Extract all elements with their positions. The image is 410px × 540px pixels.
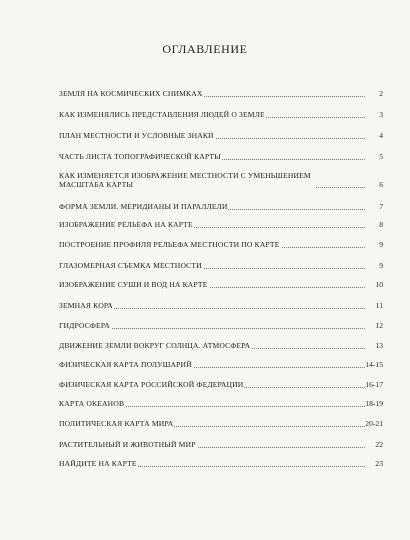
toc-entry-title: ДВИЖЕНИЕ ЗЕМЛИ ВОКРУГ СОЛНЦА. АТМОСФЕРА bbox=[59, 341, 251, 350]
toc-entry bbox=[59, 360, 383, 369]
toc-entry-page: 12 bbox=[375, 321, 383, 330]
toc-entry-title: ЗЕМНАЯ КОРА bbox=[59, 301, 113, 310]
toc-entry-page: 23 bbox=[375, 459, 383, 468]
toc-entry bbox=[59, 419, 383, 428]
toc-entry-page: 14-15 bbox=[365, 360, 383, 369]
toc-entry-title: КАК ИЗМЕНЯЛИСЬ ПРЕДСТАВЛЕНИЯ ЛЮДЕЙ О ЗЕМЛЕ bbox=[59, 110, 265, 119]
toc-entry bbox=[59, 341, 383, 350]
toc-entry-title: КАК ИЗМЕНЯЕТСЯ ИЗОБРАЖЕНИЕ МЕСТНОСТИ С УМЕНЬШЕНИЕМ МАСШТАБА КАРТЫ bbox=[59, 171, 315, 189]
toc-entry-title: ПОЛИТИЧЕСКАЯ КАРТА МИРА bbox=[59, 419, 174, 428]
toc-entry-title: ИЗОБРАЖЕНИЕ СУШИ И ВОД НА КАРТЕ bbox=[59, 280, 208, 289]
toc-entry-page: 8 bbox=[379, 220, 383, 229]
toc-entry-page: 16-17 bbox=[365, 380, 383, 389]
toc-entry bbox=[59, 459, 383, 468]
toc-entry bbox=[59, 280, 383, 289]
toc-entry bbox=[59, 220, 383, 229]
toc-entry-page: 18-19 bbox=[365, 399, 383, 408]
toc-entry-page: 20-21 bbox=[365, 419, 383, 428]
toc-entry-title: ПЛАН МЕСТНОСТИ И УСЛОВНЫЕ ЗНАКИ bbox=[59, 131, 214, 140]
toc-entry bbox=[59, 131, 383, 140]
toc-entry bbox=[59, 89, 383, 98]
toc-entry bbox=[59, 152, 383, 161]
toc-entry bbox=[59, 261, 383, 270]
toc-entry-page: 13 bbox=[375, 341, 383, 350]
toc-entry-page: 3 bbox=[379, 110, 383, 119]
toc-entry-title: ГЛАЗОМЕРНАЯ СЪЕМКА МЕСТНОСТИ bbox=[59, 261, 202, 270]
toc-entry-page: 4 bbox=[379, 131, 383, 140]
toc-entry-title: ГИДРОСФЕРА bbox=[59, 321, 110, 330]
toc-entry-page: 11 bbox=[375, 301, 383, 310]
toc-entry-title: ФОРМА ЗЕМЛИ. МЕРИДИАНЫ И ПАРАЛЛЕЛИ bbox=[59, 202, 228, 211]
toc-entry-title: ИЗОБРАЖЕНИЕ РЕЛЬЕФА НА КАРТЕ bbox=[59, 220, 193, 229]
toc-entry-page: 5 bbox=[379, 152, 383, 161]
toc-entry-title: ЧАСТЬ ЛИСТА ТОПОГРАФИЧЕСКОЙ КАРТЫ bbox=[59, 152, 221, 161]
toc-entry-page: 10 bbox=[375, 280, 383, 289]
toc-entry-page: 22 bbox=[375, 440, 383, 449]
toc-entry bbox=[59, 321, 383, 330]
toc-entry bbox=[59, 399, 383, 408]
toc-entry bbox=[59, 380, 383, 389]
toc-entry-title: ФИЗИЧЕСКАЯ КАРТА РОССИЙСКОЙ ФЕДЕРАЦИИ bbox=[59, 380, 244, 389]
toc-entry bbox=[59, 240, 383, 249]
toc-entry bbox=[59, 440, 383, 449]
toc-entry bbox=[59, 110, 383, 119]
toc-entry-page: 7 bbox=[379, 202, 383, 211]
toc-entry bbox=[59, 202, 383, 211]
toc-entry-page: 9 bbox=[379, 240, 383, 249]
toc-entry-title: ЗЕМЛЯ НА КОСМИЧЕСКИХ СНИМКАХ bbox=[59, 89, 203, 98]
toc-entry-title: РАСТИТЕЛЬНЫЙ И ЖИВОТНЫЙ МИР bbox=[59, 440, 196, 449]
toc-entry-page: 6 bbox=[379, 180, 383, 189]
toc-entry-page: 9 bbox=[379, 261, 383, 270]
toc-entry-title: КАРТА ОКЕАНОВ bbox=[59, 399, 125, 408]
toc-entry bbox=[59, 301, 383, 310]
toc-entry bbox=[59, 171, 383, 189]
toc-entry-title: НАЙДИТЕ НА КАРТЕ bbox=[59, 459, 137, 468]
toc-entry-title: ФИЗИЧЕСКАЯ КАРТА ПОЛУШАРИЙ bbox=[59, 360, 192, 369]
toc-entry-page: 2 bbox=[379, 89, 383, 98]
toc-entry-title: ПОСТРОЕНИЕ ПРОФИЛЯ РЕЛЬЕФА МЕСТНОСТИ ПО КАРТЕ bbox=[59, 240, 280, 249]
page-title: ОГЛАВЛЕНИЕ bbox=[162, 42, 248, 56]
